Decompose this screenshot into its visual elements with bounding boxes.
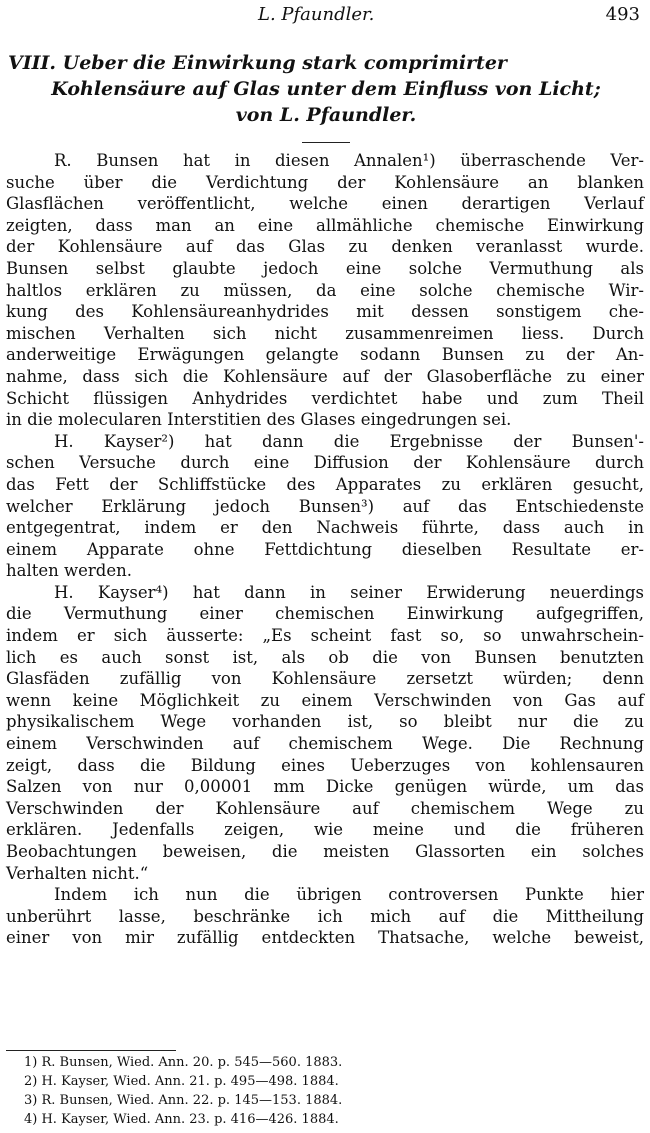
body-line: zeigten, dass man an eine allmähliche chemische Einwirkung <box>6 215 644 235</box>
body-line: zeigt, dass die Bildung eines Ueberzuges von kohlensauren <box>6 755 644 775</box>
body-line: einem Verschwinden auf chemischem Wege. Die Rechnung <box>6 734 644 754</box>
body-line: erklären. Jedenfalls zeigen, wie meine und die früheren <box>6 820 644 840</box>
body-line: lich es auch sonst ist, als ob die von Bunsen benutzten <box>6 647 644 667</box>
body-line: Salzen von nur 0,00001 mm Dicke genügen würde, um das <box>6 777 644 797</box>
body-line: welcher Erklärung jedoch Bunsen³) auf das Entschiedenste <box>6 496 644 516</box>
body-line: anderweitige Erwägungen gelangte sodann Bunsen zu der An- <box>6 345 644 365</box>
title-line-3: von L. Pfaundler. <box>235 104 417 126</box>
body-line: H. Kayser²) hat dann die Ergebnisse der Bunsen'- <box>54 431 644 451</box>
page-number: 493 <box>605 4 640 25</box>
footnote-divider <box>6 1050 176 1051</box>
body-line: der Kohlensäure auf das Glas zu denken veranlasst wurde. <box>6 237 644 257</box>
body-line: physikalischem Wege vorhanden ist, so bleibt nur die zu <box>6 712 644 732</box>
body-line: einem Apparate ohne Fettdichtung dieselben Resultate er- <box>6 539 644 559</box>
body-line: haltlos erklären zu müssen, da eine solche chemische Wir- <box>6 280 644 300</box>
body-line: Glasflächen veröffentlicht, welche einen derartigen Verlauf <box>6 194 644 214</box>
body-line: H. Kayser⁴) hat dann in seiner Erwiderung neuerdings <box>54 582 644 602</box>
body-line: das Fett der Schliffstücke des Apparates zu erklären gesucht, <box>6 474 644 494</box>
body-line: Beobachtungen beweisen, die meisten Glassorten ein solches <box>6 842 644 861</box>
body-line: mischen Verhalten sich nicht zusammenreimen liess. Durch <box>6 323 644 343</box>
title-line-2: Kohlensäure auf Glas unter dem Einfluss von Licht; <box>51 78 601 100</box>
body-line: kung des Kohlensäureanhydrides mit dessen sonstigem che- <box>6 302 644 322</box>
body-line: wenn keine Möglichkeit zu einem Verschwinden von Gas auf <box>6 690 644 710</box>
footnote-2: 2) H. Kayser, Wied. Ann. 21. p. 495—498. 1884. <box>24 1074 339 1089</box>
body-line: R. Bunsen hat in diesen Annalen¹) überraschende Ver- <box>54 151 644 170</box>
footnote-1: 1) R. Bunsen, Wied. Ann. 20. p. 545—560. 1883. <box>24 1055 343 1070</box>
article-title <box>8 50 644 128</box>
body-line: unberührt lasse, beschränke ich mich auf die Mittheilung <box>6 906 644 926</box>
body-line: Schicht flüssigen Anhydrides verdichtet habe und zum Theil <box>6 388 644 408</box>
body-line: Verschwinden der Kohlensäure auf chemischem Wege zu <box>6 798 644 818</box>
body-text <box>6 150 644 949</box>
body-line: Indem ich nun die übrigen controversen Punkte hier <box>54 885 644 905</box>
title-divider <box>302 142 350 143</box>
footnote-3: 3) R. Bunsen, Wied. Ann. 22. p. 145—153. 1884. <box>24 1093 343 1108</box>
body-line: suche über die Verdichtung der Kohlensäure an blanken <box>6 172 644 192</box>
footnotes <box>24 1053 544 1129</box>
body-line: halten werden. <box>6 561 132 581</box>
body-line: Glasfäden zufällig von Kohlensäure zersetzt würden; denn <box>6 669 644 689</box>
running-head-author: L. Pfaundler. <box>258 4 375 25</box>
body-line: in die molecularen Interstitien des Glases eingedrungen sei. <box>6 410 512 430</box>
running-head <box>0 4 650 26</box>
title-line-1: VIII. Ueber die Einwirkung stark comprimirter <box>8 52 507 74</box>
body-line: schen Versuche durch eine Diffusion der Kohlensäure durch <box>6 453 644 473</box>
body-line: Verhalten nicht.“ <box>6 863 149 883</box>
body-line: einer von mir zufällig entdeckten Thatsache, welche beweist, <box>6 928 644 948</box>
footnote-4: 4) H. Kayser, Wied. Ann. 23. p. 416—426. 1884. <box>24 1112 339 1127</box>
body-line: die Vermuthung einer chemischen Einwirkung aufgegriffen, <box>6 604 644 624</box>
body-line: indem er sich äusserte: „Es scheint fast so, so unwahrschein- <box>6 626 644 646</box>
body-line: nahme, dass sich die Kohlensäure auf der Glasoberfläche zu einer <box>6 366 644 386</box>
body-line: Bunsen selbst glaubte jedoch eine solche Vermuthung als <box>6 258 644 278</box>
body-line: entgegentrat, indem er den Nachweis führte, dass auch in <box>6 518 644 538</box>
